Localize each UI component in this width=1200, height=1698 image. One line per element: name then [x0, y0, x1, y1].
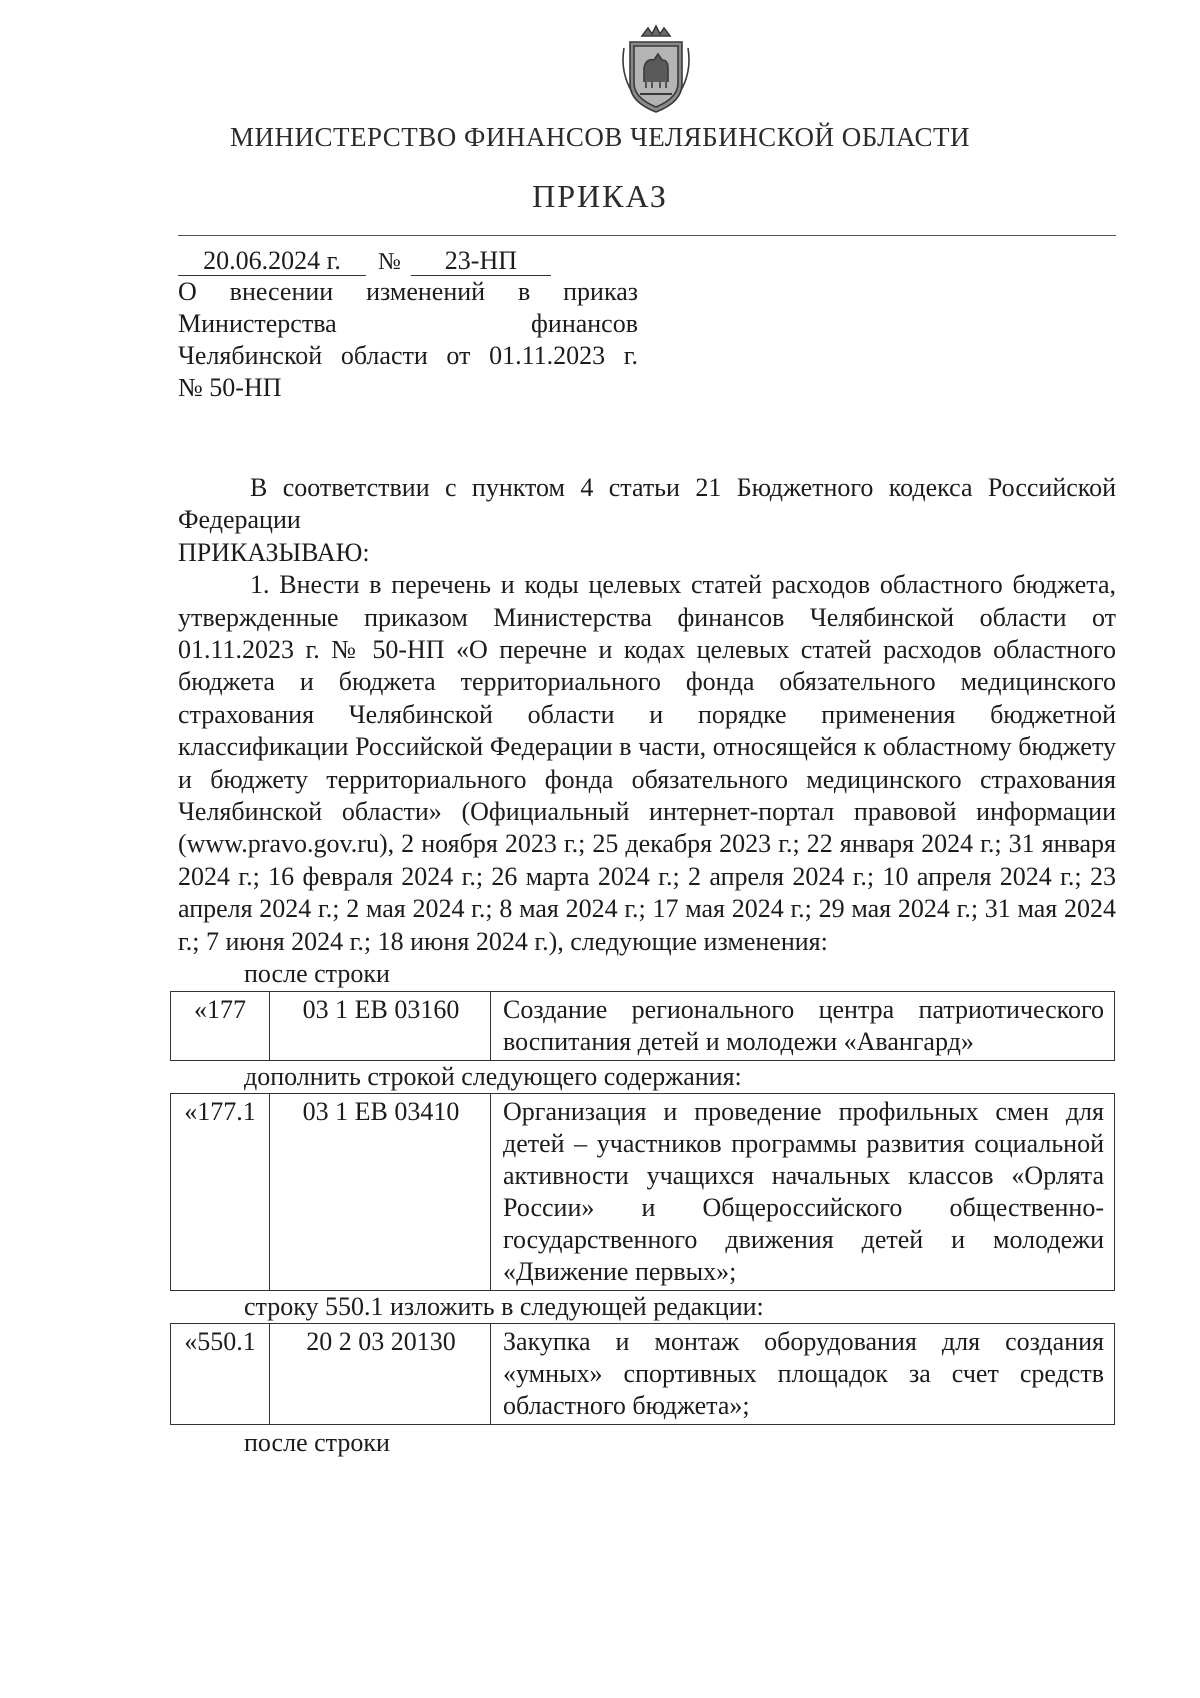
budget-row-table [170, 1093, 1115, 1291]
table-row [171, 1324, 1115, 1425]
instruction-add-row: дополнить строкой следующего содержания: [244, 1061, 742, 1091]
table-row [171, 991, 1115, 1060]
instruction-edit-row: строку 550.1 изложить в следующей редакции: [244, 1291, 764, 1321]
row-number: «177.1 [171, 1093, 270, 1290]
table-row [171, 1093, 1115, 1290]
subject-line: № 50-НП [178, 373, 282, 402]
subject-line: О внесении изменений в приказ [178, 277, 638, 306]
instruction-after-row: после строки [244, 1428, 390, 1458]
item-1: 1. Внести в перечень и коды целевых статей расходов областного бюджета, утвержденные приказом Министерства финансов Челябинской области от 01.11.2023 г. № 50-НП «О перечне и кодах целевых статей расходов областного бюджета и бюджета территориального фонда обязательного медицинского страхования Челябинской области и порядке применения бюджетной классификации Российской Федерации в части, относящейся к областному бюджету и бюджету территориального фонда обязательного медицинского страхования Челябинской области» (Официальный интернет-портал правовой информации (www.pravo.gov.ru), 2 ноября 2023 г.; 25 декабря 2023 г.; 22 января 2024 г.; 31 января 2024 г.; 16 февраля 2024 г.; 26 марта 2024 г.; 2 апреля 2024 г.; 10 апреля 2024 г.; 23 апреля 2024 г.; 2 мая 2024 г.; 8 мая 2024 г.; 17 мая 2024 г.; 29 мая 2024 г.; 31 мая 2024 г.; 7 июня 2024 г.; 18 июня 2024 г.), следующие изменения: [178, 570, 1116, 956]
row-number: «177 [171, 991, 270, 1060]
document-type-title: ПРИКАЗ [532, 178, 668, 214]
order-subject [178, 276, 638, 404]
row-number: «550.1 [171, 1324, 270, 1425]
row-description: Закупка и монтаж оборудования для создания «умных» спортивных площадок за счет средств областного бюджета»; [491, 1324, 1115, 1425]
registration-line [178, 246, 551, 276]
row-code: 03 1 ЕВ 03160 [270, 991, 491, 1060]
header-divider [178, 235, 1116, 236]
ministry-title: МИНИСТЕРСТВО ФИНАНСОВ ЧЕЛЯБИНСКОЙ ОБЛАСТИ [229, 122, 971, 152]
row-code: 03 1 ЕВ 03410 [270, 1093, 491, 1290]
number-sign: № [378, 249, 401, 275]
subject-line: Челябинской области от 01.11.2023 г. [178, 341, 638, 370]
row-code: 20 2 03 20130 [270, 1324, 491, 1425]
budget-row-table [170, 1323, 1115, 1425]
budget-row-table [170, 991, 1115, 1061]
coat-of-arms-emblem-icon [618, 22, 694, 114]
order-word: ПРИКАЗЫВАЮ: [178, 537, 370, 567]
row-description: Организация и проведение профильных смен для детей – участников программы развития социальной активности учащихся начальных классов «Орлята России» и Общероссийского общественно-государственного движения детей и молодежи «Движение первых»; [491, 1093, 1115, 1290]
order-number: 23-НП [411, 247, 551, 276]
preamble: В соответствии с пунктом 4 статьи 21 Бюджетного кодекса Российской Федерации [178, 473, 1116, 535]
subject-line: Министерства финансов [178, 309, 638, 338]
row-description: Создание регионального центра патриотического воспитания детей и молодежи «Авангард» [491, 991, 1115, 1060]
order-body [178, 472, 1116, 1460]
order-date: 20.06.2024 г. [178, 247, 366, 276]
instruction-after-row: после строки [244, 959, 390, 989]
